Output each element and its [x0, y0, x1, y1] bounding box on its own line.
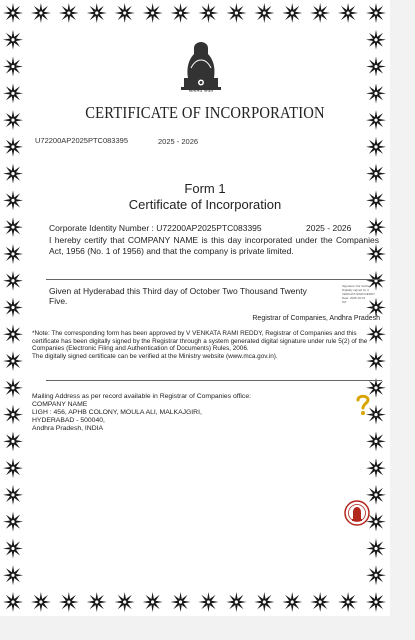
border-star	[3, 217, 23, 237]
border-star	[366, 137, 386, 157]
divider-top	[46, 279, 382, 280]
border-star	[226, 592, 246, 612]
note-text: *Note: The corresponding form has been approved by V VENKATA RAMI REDDY, Registrar of Companies and this certificate has been digitally signed by the Registrar through a system generated digital signature under rule 5(2) of the Companies (Electronic Filing and Authentication of Documents) Rules, 2006.	[32, 330, 368, 353]
signature-line: VENKATA RAMI REDDY	[342, 292, 376, 296]
mca-seal-icon	[344, 500, 370, 526]
border-star	[171, 3, 191, 23]
border-star	[31, 3, 51, 23]
border-star	[198, 3, 218, 23]
border-star	[366, 565, 386, 585]
border-star	[3, 378, 23, 398]
border-star	[59, 3, 79, 23]
address-line: Andhra Pradesh, INDIA	[32, 425, 104, 432]
approval-note	[32, 330, 384, 360]
border-star	[3, 110, 23, 130]
border-star	[254, 592, 274, 612]
signature-line: Digitally signed by V	[342, 288, 370, 292]
header-cin: U72200AP2025PTC083395	[35, 136, 128, 145]
border-star	[3, 190, 23, 210]
address-line: LIGH : 456, APHB COLONY, MOULA ALI, MALKAJGIRI,	[32, 409, 202, 416]
border-star	[282, 592, 302, 612]
border-star	[366, 3, 386, 23]
border-star	[3, 538, 23, 558]
border-star	[310, 3, 330, 23]
form-subtitle: Certificate of Incorporation	[128, 197, 282, 212]
digital-signature-block	[342, 284, 382, 304]
border-star	[3, 3, 23, 23]
note-verify-text: The digitally signed certificate can be verified at the Ministry website (www.mca.gov.in).	[32, 352, 278, 360]
given-at-text: Given at Hyderabad this Third day of October Two Thousand Twenty Five.	[49, 286, 307, 306]
border-star	[3, 324, 23, 344]
border-star	[3, 271, 23, 291]
certificate-title: CERTIFICATE OF INCORPORATION	[85, 103, 325, 122]
border-star	[3, 351, 23, 371]
border-star	[338, 3, 358, 23]
border-star	[3, 83, 23, 103]
border-star	[143, 3, 163, 23]
mailing-address	[32, 401, 202, 433]
border-star	[366, 592, 386, 612]
border-star	[115, 3, 135, 23]
border-star	[310, 592, 330, 612]
border-star	[3, 485, 23, 505]
border-star	[338, 592, 358, 612]
border-star	[3, 592, 23, 612]
border-star	[3, 164, 23, 184]
border-star	[366, 57, 386, 77]
signature-line: Date: 2025.10.03	[342, 296, 366, 300]
emblem-motto: सत्यमेव जयते	[188, 88, 214, 94]
cin-line: Corporate Identity Number : U72200AP2025PTC083395	[49, 223, 262, 233]
border-star	[282, 3, 302, 23]
border-star	[59, 592, 79, 612]
signature-line: IST	[342, 300, 347, 304]
header-year: 2025 - 2026	[158, 137, 199, 146]
border-star	[366, 431, 386, 451]
border-star	[366, 110, 386, 130]
border-star	[3, 244, 23, 264]
border-star	[3, 512, 23, 532]
border-star	[87, 592, 107, 612]
border-star	[3, 57, 23, 77]
border-star	[198, 592, 218, 612]
border-star	[366, 538, 386, 558]
mailing-heading: Mailing Address as per record available in Registrar of Companies office:	[32, 393, 251, 400]
address-line: HYDERABAD - 500040,	[32, 417, 105, 424]
address-line: COMPANY NAME	[32, 401, 88, 408]
border-star	[143, 592, 163, 612]
border-star	[3, 458, 23, 478]
border-star	[366, 458, 386, 478]
border-star	[366, 83, 386, 103]
border-star	[3, 298, 23, 318]
form-title: Form 1	[184, 181, 226, 196]
border-star	[3, 30, 23, 50]
border-star	[115, 592, 135, 612]
financial-year: 2025 - 2026	[306, 223, 352, 233]
border-star	[254, 3, 274, 23]
border-star	[3, 565, 23, 585]
border-star	[366, 30, 386, 50]
certify-statement: I hereby certify that COMPANY NAME is this day incorporated under the Companies Act, 1956 (No. 1 of 1956) and that the company is private limited.	[49, 235, 379, 256]
registrar-label: Registrar of Companies, Andhra Pradesh	[252, 315, 380, 322]
border-star	[31, 592, 51, 612]
border-star	[171, 592, 191, 612]
border-star	[226, 3, 246, 23]
question-mark-icon[interactable]	[355, 393, 371, 417]
border-star	[3, 431, 23, 451]
border-star	[3, 137, 23, 157]
border-star	[3, 405, 23, 425]
signature-line: Signature Not Verified	[342, 284, 372, 288]
border-star	[87, 3, 107, 23]
divider-bottom	[46, 380, 382, 381]
